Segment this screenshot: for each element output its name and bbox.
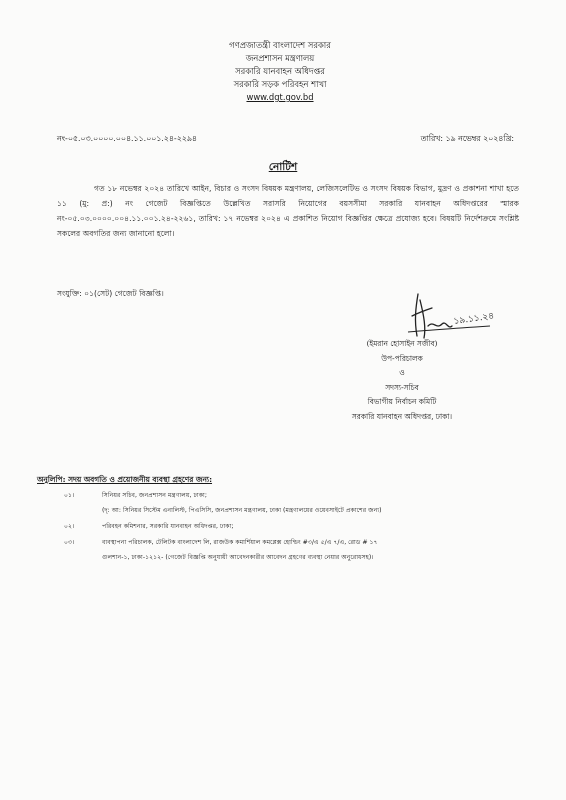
copy-item-number: ০১। [64,492,75,499]
body-paragraph: গত ১৮ নভেম্বর ২০২৪ তারিখে আইন, বিচার ও সংসদ বিষয়ক মন্ত্রণালয়, লেজিসলেটিভ ও সংসদ বিষয়ক বিভাগ, মুদ্রণ ও প্রকাশনা শাখা হতে ১১ (মু: প্র:) নং গেজেট বিজ্ঞপ্তিতে উল্লেখিত সরাসরি নিয়োগের বয়সসীমা সরকারি যানবাহন অধিদপ্তরের স্মারক নং-০৫.০৩.০০০০.০০৪.১১.০০১.২৪-২২৬১, তারিখ: ১৭ নভেম্বর ২০২৪ এ প্রকাশিত নিয়োগ বিজ্ঞপ্তির ক্ষেত্রে প্রযোজ্য হবে। বিষয়টি নির্দেশক্রমে সংশ্লিষ্ট সকলের অবগতির জন্য জানানো হলো। [57,184,519,238]
header-website-link[interactable]: www.dgt.gov.bd [246,92,314,102]
signatory-office: সরকারি যানবাহন অধিদপ্তর, ঢাকা। [351,411,453,421]
signatory-role: সদস্য-সচিব [385,382,419,392]
copy-item-line: গুলশান-১, ঢাকা-১২১২- (গেজেট বিজ্ঞপ্তি অনুযায়ী আবেদনকারীর আবেদন গ্রহণের ব্যবস্থা নেয়ার অনুরোধসহ)। [102,554,374,561]
notice-title: নোটিশ [268,161,298,173]
header-department: সরকারি যানবাহন অধিদপ্তর [235,66,325,76]
memo-number: নং-০৫.০৩.০০০০.০০৪.১১.০০১.২৪-২২৯৪ [57,134,197,143]
header-ministry: জনপ্রশাসন মন্ত্রণালয় [245,53,315,63]
signature-block [322,337,482,424]
copy-item-number: ০২। [64,523,75,530]
copy-item-line: ব্যবস্থাপনা পরিচালক, টেলিটক বাংলাদেশ লি, রাজউক কমার্শিয়াল কমপ্লেক্স হোল্ডিং #৩/এ ৫/এ ৭/এ, রোড # ১৭ [102,539,378,546]
copy-item-line: (দৃ: আ: সিনিয়র সিস্টেম এনালিস্ট, পিএসিসি, জনপ্রশাসন মন্ত্রণালয়, ঢাকা (মন্ত্রণালয়ের ওয়েবসাইটে প্রকাশের জন্য) [102,507,382,514]
enclosure-line: সংযুক্তি: ০১(সেট) গেজেট বিজ্ঞপ্তি। [57,289,164,298]
signatory-committee: বিভাগীয় নির্বাচন কমিটি [367,397,437,406]
signature-date: ১৯.১১.২৪ [453,311,495,327]
notice-date: তারিখ: ১৯ নভেম্বর ২০২৪খ্রি: [420,134,514,143]
signatory-conjunction: ও [399,368,405,377]
header-government: গণপ্রজাতন্ত্রী বাংলাদেশ সরকার [229,40,331,50]
copies-heading: অনুলিপি: সদয় অবগতি ও প্রয়োজনীয় ব্যবস্থা গ্রহণের জন্য: [37,475,213,484]
copy-item-line: সিনিয়র সচিব, জনপ্রশাসন মন্ত্রণালয়, ঢাকা; [102,492,207,499]
copy-item-number: ০৩। [64,539,75,546]
copy-item-line: পরিবহন কমিশনার, সরকারি যানবাহন অধিদপ্তর, ঢাকা; [102,523,234,530]
header-section: সরকারি সড়ক পরিবহন শাখা [233,79,327,89]
signatory-designation: উপ-পরিচালক [381,353,423,363]
notice-body [57,181,519,241]
signatory-name: (ইমরান হোসাইন সজীব) [366,339,438,348]
